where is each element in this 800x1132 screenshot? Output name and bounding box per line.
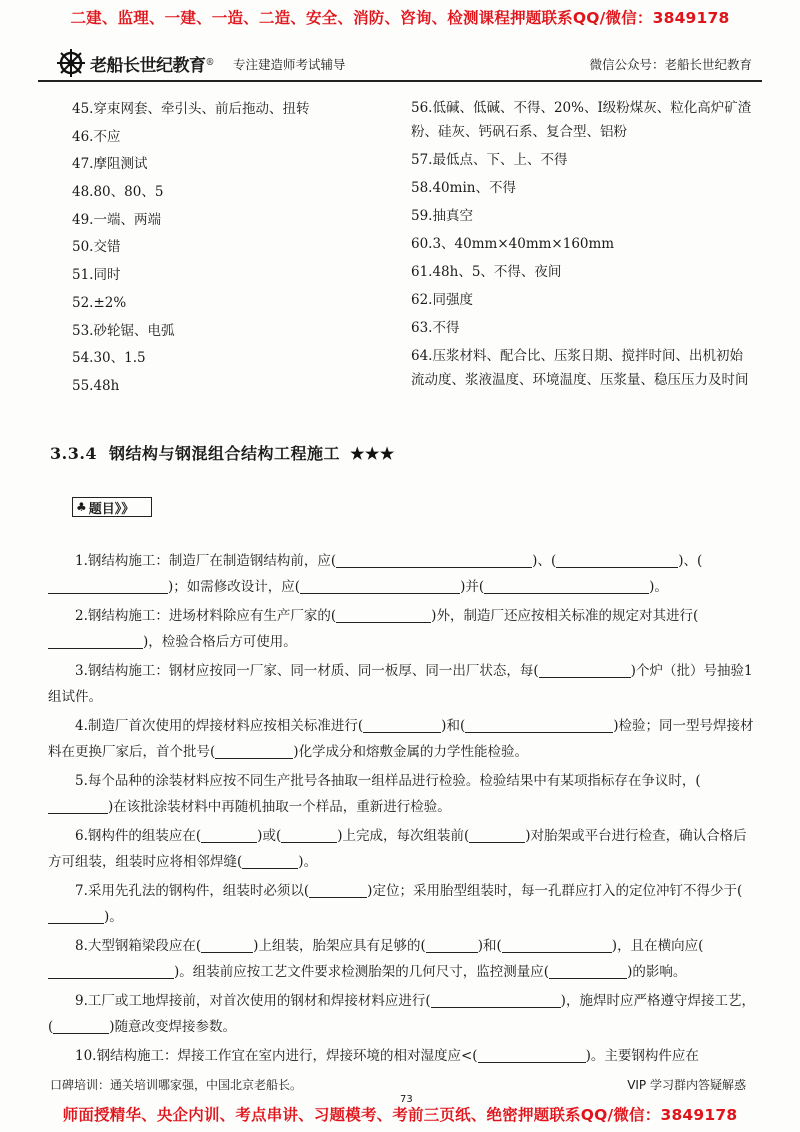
footer-vip: VIP 学习群内答疑解惑 xyxy=(627,1078,746,1092)
answer-blank[interactable] xyxy=(478,1046,586,1063)
question-2: 2.钢结构施工：进场材料除应有生产厂家的( )外，制造厂还应按相关标准的规定对其进行()，检验合格后方可使用。 xyxy=(48,603,756,655)
answer-blank[interactable] xyxy=(556,551,678,568)
answer-blank[interactable] xyxy=(484,577,649,594)
answer-item: 56.低碱、低碱、不得、20%、Ⅰ级粉煤灰、粒化高炉矿渣粉、硅灰、钙矾石系、复合型、铝粉 xyxy=(411,100,752,140)
question-9: 9.工厂或工地焊接前，对首次使用的钢材和焊接材料应进行( )，施焊时应严格遵守焊接工艺，( )随意改变焊接参数。 xyxy=(48,993,755,1035)
section-number: 3.3.4 xyxy=(50,444,98,463)
answer-item: 63.不得 xyxy=(411,320,460,336)
answer-blank[interactable] xyxy=(281,826,337,843)
answer-blank[interactable] xyxy=(469,826,525,843)
answer-item: 51.同时 xyxy=(72,267,121,284)
answer-item: 60.3、40mm×40mm×160mm xyxy=(411,236,615,252)
answer-blank[interactable] xyxy=(48,797,108,814)
answer-item: 46.不应 xyxy=(72,128,121,145)
question-8: 8.大型钢箱梁段应在( )上组装，胎架应具有足够的( )和( )，且在横向应()。组装前应按工艺文件要求检测胎架的几何尺寸，监控测量应( )的影响。 xyxy=(48,933,756,985)
question-4: 4.制造厂首次使用的焊接材料应按相关标准进行( )和( )检验；同一型号焊接材料在更换厂家后，首个批号( )化学成分和熔敷金属的力学性能检验。 xyxy=(48,718,754,760)
answer-blank[interactable] xyxy=(300,577,460,594)
answer-blank[interactable] xyxy=(426,936,478,953)
questions-tag-label: 题目》》 xyxy=(88,501,135,517)
answer-blank[interactable] xyxy=(53,1017,109,1034)
answer-item: 53.砂轮锯、电弧 xyxy=(72,322,175,339)
bottom-banner: 师面授精华、央企内训、考点串讲、习题模考、考前三页纸、绝密押题联系QQ/微信：3849178 xyxy=(62,1106,738,1124)
answer-item: 54.30、1.5 xyxy=(72,350,146,367)
answer-item: 59.抽真空 xyxy=(411,208,473,224)
ship-wheel-icon xyxy=(56,48,86,78)
question-3: 3.钢结构施工：钢材应按同一厂家、同一材质、同一板厚、同一出厂状态，每( )个炉（批）号抽验1组试件。 xyxy=(48,663,753,705)
answer-blank[interactable] xyxy=(48,907,104,924)
answer-item: 52.±2% xyxy=(72,294,127,311)
header-rule xyxy=(38,80,762,82)
answer-blank[interactable] xyxy=(502,936,612,953)
logo xyxy=(56,48,215,78)
answer-blank[interactable] xyxy=(201,826,257,843)
answer-blank[interactable] xyxy=(48,962,174,979)
question-6: 6.钢构件的组装应在( )或( )上完成，每次组装前( )对胎架或平台进行检查，确认合格后方可组装，组装时应将相邻焊缝( )。 xyxy=(48,828,747,870)
header-wechat: 微信公众号：老船长世纪教育 xyxy=(589,57,752,72)
top-banner: 二建、监理、一建、一造、二造、安全、消防、咨询、检测课程押题联系QQ/微信：3849178 xyxy=(70,9,730,27)
answer-item: 62.同强度 xyxy=(411,292,473,308)
question-1: 1.钢结构施工：制造厂在制造钢结构前，应( )、( )、()；如需修改设计，应( )并( )。 xyxy=(48,548,756,600)
questions-tag xyxy=(72,497,152,517)
answer-blank[interactable] xyxy=(549,962,627,979)
answer-item: 57.最低点、下、上、不得 xyxy=(411,152,568,168)
answer-item: 50.交错 xyxy=(72,239,121,256)
answer-blank[interactable] xyxy=(215,742,293,759)
answer-blank[interactable] xyxy=(336,606,431,623)
question-10: 10.钢结构施工：焊接工作宜在室内进行，焊接环境的相对湿度应<( )。主要钢构件应在 xyxy=(75,1048,699,1064)
logo-text: 老船长世纪教育 xyxy=(90,55,206,76)
page-header xyxy=(38,44,762,84)
answer-item: 49.一端、两端 xyxy=(72,211,161,228)
answer-item: 58.40min、不得 xyxy=(411,180,516,196)
answers-left-column xyxy=(72,96,402,401)
header-tagline: 专注建造师考试辅导 xyxy=(233,57,346,72)
club-icon: ♣ xyxy=(76,500,87,514)
questions-list xyxy=(48,548,756,1072)
answer-blank[interactable] xyxy=(431,991,561,1008)
answer-item: 47.摩阻测试 xyxy=(72,156,148,173)
answer-blank[interactable] xyxy=(48,577,168,594)
answer-blank[interactable] xyxy=(201,936,253,953)
answers-right-column xyxy=(411,96,756,396)
question-5: 5.每个品种的涂装材料应按不同生产批号各抽取一组样品进行检验。检验结果中有某项指标存在争议时，()在该批涂装材料中再随机抽取一个样品，重新进行检验。 xyxy=(48,768,756,820)
page-number: 73 xyxy=(400,1094,413,1105)
question-7: 7.采用先孔法的钢构件，组装时必须以( )定位；采用胎型组装时，每一孔群应打入的定位冲钉不得少于()。 xyxy=(48,878,756,930)
difficulty-stars: ★★★ xyxy=(350,444,395,463)
answer-blank[interactable] xyxy=(336,551,532,568)
section-heading xyxy=(50,441,395,464)
answer-item: 55.48h xyxy=(72,377,120,394)
footer-slogan: 口碑培训：通关培训哪家强，中国北京老船长。 xyxy=(50,1078,303,1092)
answer-item: 48.80、80、5 xyxy=(72,184,164,201)
answer-blank[interactable] xyxy=(309,881,367,898)
answer-blank[interactable] xyxy=(539,661,631,678)
answer-blank[interactable] xyxy=(465,716,613,733)
registered-mark: ® xyxy=(205,58,215,68)
section-title: 钢结构与钢混组合结构工程施工 xyxy=(109,444,341,463)
answer-blank[interactable] xyxy=(242,852,298,869)
answer-item: 61.48h、5、不得、夜间 xyxy=(411,264,562,280)
answer-item: 64.压浆材料、配合比、压浆日期、搅拌时间、出机初始流动度、浆液温度、环境温度、压浆量、稳压压力及时间 xyxy=(411,348,749,388)
answer-blank[interactable] xyxy=(363,716,441,733)
answer-blank[interactable] xyxy=(48,632,143,649)
answer-item: 45.穿束网套、牵引头、前后拖动、扭转 xyxy=(72,101,310,117)
